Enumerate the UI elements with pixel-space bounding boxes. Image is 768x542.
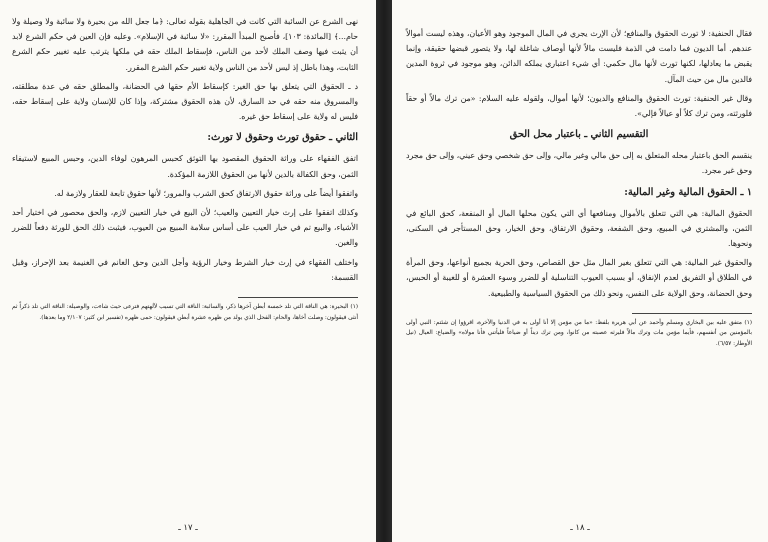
left-paragraph-6: واختلف الفقهاء في إرث خيار الشرط وخيار الرؤية وأجل الدين وحق الغانم في الغنيمة بعد الإحراز، وقبل القسمة: — [12, 257, 358, 282]
right-footnote: (١) متفق عليه بين البخاري ومسلم وأحمد عن أبي هريرة بلفظ: «ما من مؤمن إلا أنا أولى به في الدنيا والآخرة، اقرؤوا إن شئتم: النبي أولى بالمؤمنين من أنفسهم، فأيما مؤمن مات وترك مالاً فليرثه عصبته من كانوا، ومن ترك ديناً أو ضياعاً فليأتني فأنا مولاه» والضياع: العيال (نيل الأوطار: ٦/٥٧). — [406, 319, 752, 348]
right-paragraph-3: ينقسم الحق باعتبار محله المتعلق به إلى حق مالي وغير مالي، وإلى حق شخصي وحق عيني، وإلى حق مجرد وحق غير مجرد. — [406, 151, 752, 176]
right-paragraph-4: الحقوق المالية: هي التي تتعلق بالأموال ومنافعها أي التي يكون محلها المال أو المنفعة، كحق البائع في الثمن، والمشتري في المبيع، وحق الشفعة، وحقوق الارتفاق، وحق الخيار، وحق المستأجر في السكنى، ونحوها. — [406, 208, 752, 249]
left-paragraph-5: وكذلك اتفقوا على إرث خيار التعيين والعيب؛ لأن البيع في خيار التعيين لازم، والحق محصور في اختيار أحد الأشياء، والبيع تم في خيار العيب على أساس سلامة المبيع من العيوب، فيثبت ذلك الحق للورثة دفعاً للضرر والغبن. — [12, 208, 358, 248]
footnote-divider — [238, 297, 358, 298]
right-paragraph-2: وقال غير الحنفية: تورث الحقوق والمنافع والديون؛ لأنها أموال، ولقوله عليه السلام: «من ترك مالاً أو حقاً فلورثته، ومن ترك كلاً أو عيالاً فإلي». — [406, 93, 752, 119]
right-paragraph-5: والحقوق غير المالية: هي التي تتعلق بغير المال مثل حق القصاص، وحق الحرية بجميع أنواعها، وحق المرأة في الطلاق أو التفريق لعدم الإنفاق، أو بسبب العيوب التناسلية أو للضرر وسوء العشرة أو للغيبة أو الحبس، وحق الحضانة، وحق الولاية على النفس، ونحو ذلك من الحقوق السياسية والطبيعية. — [406, 258, 752, 298]
footnote-divider — [632, 313, 752, 314]
left-footnote: (١) البحيرة: هي الناقة التي تلد خمسة أبطن آخرها ذكر، والسائبة: الناقة التي تسيب لآلهتهم فترعى حيث شاءت، والوصيلة: الناقة التي تلد ذكراً ثم أنثى فيقولون: وصلت أخاها، والحام: الفحل الذي يولد من ظهره عشرة أبطن فيقولون: حمى ظهره (تفسير ابن كثير: ٢/١٠٧ وما بعدها). — [12, 304, 358, 321]
right-section-heading-1: التقسيم الثاني ـ باعتبار محل الحق — [509, 129, 649, 141]
right-page — [392, 0, 768, 542]
left-section-heading: الثاني ـ حقوق تورث وحقوق لا تورث: — [207, 132, 358, 144]
book-gutter — [376, 0, 392, 542]
left-paragraph-4: واتفقوا أيضاً على وراثة حقوق الارتفاق كحق الشرب والمرور؛ لأنها حقوق تابعة للعقار ولازمة له. — [54, 188, 358, 198]
left-paragraph-3: اتفق الفقهاء على وراثة الحقوق المقصود بها التوثق كحبس المرهون لوفاء الدين، وحبس المبيع لاستيفاء الثمن، وحق الكفالة بالدين لأنها من الحقوق اللازمة المؤكدة. — [12, 154, 358, 179]
left-paragraph-1: نهى الشرع عن السائبة التي كانت في الجاهلية بقوله تعالى: ﴿ما جعل الله من بحيرة ولا سائبة ولا وصيلة ولا حام...﴾ [المائدة: ١٠٣]، فأصبح المبدأ المقرر: «لا سائبة في الإسلام». وعليه فإن العين في حكم الشرع لابد أن يثبت فيها وصف الملك لأحد من الناس، فإسقاط الملك حقه في ملكها يترتب عليه تغيير حكم الشرع الثابت، وهذا باطل إذ ليس لأحد من الناس ولاية تغيير حكم الشرع المقرر. — [12, 17, 358, 72]
right-page-number: ـ ١٨ ـ — [570, 522, 590, 533]
right-paragraph-1: فقال الحنفية: لا تورث الحقوق والمنافع؛ لأن الإرث يجري في المال الموجود وهو الأعيان، وهذه ليست أموالاً عندهم. أما الديون فما دامت في الذمة فليست مالاً لأنها أوصاف شاغلة لها، ولا يتصور قبضها حقيقة، وإنما يقبض ما يعادلها، لكنها تورث لأنها مال حكمي: أي شيء اعتباري يملكه الدائن، وهو موجود في ثروة المدين فالدين مال من حيث المآل. — [406, 29, 752, 84]
left-paragraph-2: د ـ الحقوق التي يتعلق بها حق الغير: كإسقاط الأم حقها في الحضانة، والمطلق حقه في عدة مطلقته، والمسروق منه حقه في حد السارق، لأن هذه الحقوق مشتركة، وإذا كان للإنسان ولاية على إسقاط حقه، فليس له ولاية على إسقاط حق غيره. — [12, 81, 358, 122]
right-section-heading-2: ١ ـ الحقوق المالية وغير المالية: — [624, 186, 752, 198]
left-page — [0, 0, 376, 542]
left-page-number: ـ ١٧ ـ — [178, 522, 198, 533]
